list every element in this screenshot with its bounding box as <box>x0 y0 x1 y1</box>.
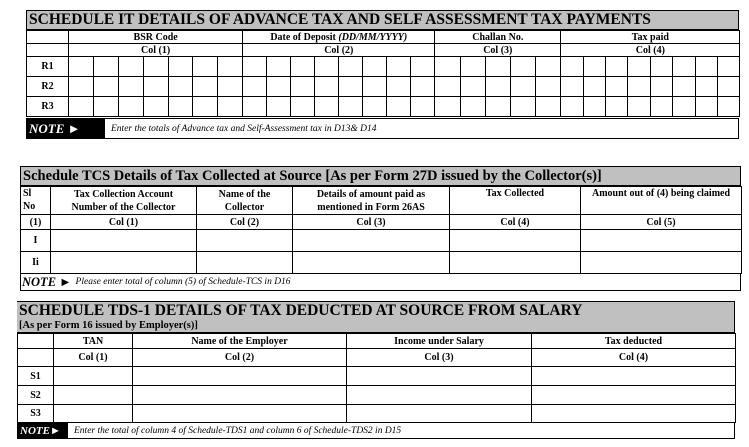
amount-paid-cell[interactable] <box>293 230 450 252</box>
col-1-label: Col (1) <box>69 44 243 57</box>
tax-paid-digit-cell[interactable] <box>673 97 695 117</box>
col-3-label: Col (3) <box>293 215 450 230</box>
bsr-code-digit-cell[interactable] <box>143 77 168 97</box>
date-digit-cell[interactable] <box>267 77 291 97</box>
col-1-label: Col (1) <box>51 215 197 230</box>
note-text: Please enter total of column (5) of Schedule-TCS in D16 <box>75 277 291 287</box>
bsr-code-digit-cell[interactable] <box>118 57 143 77</box>
header-tan: TAN <box>54 334 133 349</box>
date-digit-cell[interactable] <box>411 77 435 97</box>
date-digit-cell[interactable] <box>363 57 387 77</box>
header-income-under-salary: Income under Salary <box>347 334 532 349</box>
bsr-code-digit-cell[interactable] <box>143 97 168 117</box>
tax-paid-digit-cell[interactable] <box>606 57 628 77</box>
note-label: NOTE► <box>18 423 68 438</box>
tax-paid-digit-cell[interactable] <box>718 97 740 117</box>
schedule-it-header-row <box>27 31 740 44</box>
table-row <box>18 386 736 405</box>
challan-digit-cell[interactable] <box>460 57 485 77</box>
col-2-label: Col (2) <box>197 215 293 230</box>
challan-digit-cell[interactable] <box>536 97 561 117</box>
employer-name-cell[interactable] <box>133 405 347 423</box>
challan-digit-cell[interactable] <box>460 97 485 117</box>
note-text: Enter the totals of Advance tax and Self-Assessment tax in D13& D14 <box>111 123 377 134</box>
table-row <box>21 252 742 274</box>
header-tax-deducted: Tax deducted <box>532 334 736 349</box>
tax-paid-digit-cell[interactable] <box>695 97 717 117</box>
income-under-salary-cell[interactable] <box>347 386 532 405</box>
date-digit-cell[interactable] <box>315 57 339 77</box>
tax-paid-digit-cell[interactable] <box>561 57 583 77</box>
bsr-code-digit-cell[interactable] <box>69 97 94 117</box>
schedule-tds1-subtitle: [As per Form 16 issued by Employer(s)] <box>19 320 198 331</box>
header-amount-claimed: Amount out of (4) being claimed <box>581 187 742 215</box>
tax-collection-account-cell[interactable] <box>51 252 197 274</box>
date-digit-cell[interactable] <box>291 97 315 117</box>
date-digit-cell[interactable] <box>291 57 315 77</box>
schedule-tds1-header-row <box>18 334 736 349</box>
schedule-it-title: SCHEDULE IT DETAILS OF ADVANCE TAX AND SELF ASSESSMENT TAX PAYMENTS <box>26 10 739 30</box>
schedule-tcs <box>20 166 741 291</box>
col-2-label: Col (2) <box>133 349 347 367</box>
note-label: NOTE ► <box>21 274 76 290</box>
challan-digit-cell[interactable] <box>435 97 460 117</box>
table-row <box>27 77 740 97</box>
note-label: NOTE ► <box>27 119 105 138</box>
amount-paid-cell[interactable] <box>293 252 450 274</box>
tan-cell[interactable] <box>54 367 133 386</box>
tax-deducted-cell[interactable] <box>532 405 736 423</box>
tax-paid-digit-cell[interactable] <box>606 97 628 117</box>
date-digit-cell[interactable] <box>315 77 339 97</box>
tax-paid-digit-cell[interactable] <box>718 77 740 97</box>
date-format-hint: (DD/MM/YYYY) <box>338 31 408 43</box>
col-blank <box>27 44 69 57</box>
tax-paid-digit-cell[interactable] <box>695 57 717 77</box>
schedule-tcs-header-row <box>21 187 742 215</box>
income-under-salary-cell[interactable] <box>347 367 532 386</box>
challan-digit-cell[interactable] <box>435 57 460 77</box>
date-digit-cell[interactable] <box>339 77 363 97</box>
challan-digit-cell[interactable] <box>485 77 510 97</box>
income-under-salary-cell[interactable] <box>347 405 532 423</box>
header-sl-no: Sl No <box>21 187 51 215</box>
table-row <box>21 230 742 252</box>
bsr-code-digit-cell[interactable] <box>168 57 193 77</box>
header-employer-name: Name of the Employer <box>133 334 347 349</box>
challan-digit-cell[interactable] <box>485 57 510 77</box>
col-blank <box>18 349 54 367</box>
collector-name-cell[interactable] <box>197 252 293 274</box>
tax-collection-account-cell[interactable] <box>51 230 197 252</box>
tax-paid-digit-cell[interactable] <box>650 57 672 77</box>
schedule-tcs-col-row <box>21 215 742 230</box>
bsr-code-digit-cell[interactable] <box>193 57 218 77</box>
tax-paid-digit-cell[interactable] <box>673 57 695 77</box>
row-label: S1 <box>18 367 54 386</box>
row-label: S2 <box>18 386 54 405</box>
col-4-label: Col (4) <box>450 215 581 230</box>
date-digit-cell[interactable] <box>243 77 267 97</box>
row-label: R1 <box>27 57 69 77</box>
date-digit-cell[interactable] <box>243 57 267 77</box>
bsr-code-digit-cell[interactable] <box>193 97 218 117</box>
tax-paid-digit-cell[interactable] <box>561 77 583 97</box>
col-4-label: Col (4) <box>561 44 740 57</box>
schedule-tcs-title: Schedule TCS Details of Tax Collected at Source [As per Form 27D issued by the Collector(s)] <box>20 166 741 186</box>
date-digit-cell[interactable] <box>267 57 291 77</box>
header-challan-no: Challan No. <box>435 31 561 44</box>
date-digit-cell[interactable] <box>387 97 411 117</box>
tax-paid-digit-cell[interactable] <box>606 77 628 97</box>
challan-digit-cell[interactable] <box>460 77 485 97</box>
date-digit-cell[interactable] <box>363 77 387 97</box>
date-digit-cell[interactable] <box>339 97 363 117</box>
tax-paid-digit-cell[interactable] <box>628 97 650 117</box>
header-collector-name: Name of the Collector <box>197 187 293 215</box>
date-digit-cell[interactable] <box>315 97 339 117</box>
bsr-code-digit-cell[interactable] <box>93 57 118 77</box>
tax-paid-digit-cell[interactable] <box>628 77 650 97</box>
bsr-code-digit-cell[interactable] <box>69 77 94 97</box>
challan-digit-cell[interactable] <box>485 97 510 117</box>
bsr-code-digit-cell[interactable] <box>168 77 193 97</box>
col-2-label: Col (2) <box>243 44 435 57</box>
bsr-code-digit-cell[interactable] <box>193 77 218 97</box>
tax-paid-digit-cell[interactable] <box>583 57 605 77</box>
row-label: R3 <box>27 97 69 117</box>
date-digit-cell[interactable] <box>243 97 267 117</box>
challan-digit-cell[interactable] <box>510 57 535 77</box>
tax-deducted-cell[interactable] <box>532 367 736 386</box>
schedule-it-note <box>26 118 739 139</box>
header-date-of-deposit: Date of Deposit (DD/MM/YYYY) <box>243 31 435 44</box>
collector-name-cell[interactable] <box>197 230 293 252</box>
tax-paid-digit-cell[interactable] <box>561 97 583 117</box>
date-digit-cell[interactable] <box>411 97 435 117</box>
employer-name-cell[interactable] <box>133 367 347 386</box>
col-1-label: Col (1) <box>54 349 133 367</box>
tax-deducted-cell[interactable] <box>532 386 736 405</box>
challan-digit-cell[interactable] <box>536 77 561 97</box>
schedule-tcs-table <box>20 186 742 274</box>
table-row <box>18 405 736 423</box>
tax-paid-digit-cell[interactable] <box>650 97 672 117</box>
bsr-code-digit-cell[interactable] <box>93 97 118 117</box>
date-digit-cell[interactable] <box>339 57 363 77</box>
header-tax-collected: Tax Collected <box>450 187 581 215</box>
date-digit-cell[interactable] <box>291 77 315 97</box>
tax-paid-digit-cell[interactable] <box>583 77 605 97</box>
schedule-tds1 <box>17 301 735 439</box>
tax-collected-cell[interactable] <box>450 252 581 274</box>
header-bsr-code: BSR Code <box>69 31 243 44</box>
header-amount-paid-details: Details of amount paid as mentioned in Form 26AS <box>293 187 450 215</box>
amount-claimed-cell[interactable] <box>581 252 742 274</box>
bsr-code-digit-cell[interactable] <box>118 77 143 97</box>
challan-digit-cell[interactable] <box>435 77 460 97</box>
bsr-code-digit-cell[interactable] <box>218 77 243 97</box>
date-digit-cell[interactable] <box>363 97 387 117</box>
tax-paid-digit-cell[interactable] <box>650 77 672 97</box>
col-3-label: Col (3) <box>435 44 561 57</box>
header-blank <box>18 334 54 349</box>
table-row <box>27 97 740 117</box>
bsr-code-digit-cell[interactable] <box>118 97 143 117</box>
tax-paid-digit-cell[interactable] <box>673 77 695 97</box>
date-digit-cell[interactable] <box>411 57 435 77</box>
note-text: Enter the total of column 4 of Schedule-TDS1 and column 6 of Schedule-TDS2 in D15 <box>74 425 402 436</box>
header-blank <box>27 31 69 44</box>
schedule-tds1-table <box>17 333 736 423</box>
schedule-tds1-title: SCHEDULE TDS-1 DETAILS OF TAX DEDUCTED AT SOURCE FROM SALARY <box>19 302 583 319</box>
challan-digit-cell[interactable] <box>536 57 561 77</box>
schedule-tds1-title-block <box>17 301 735 333</box>
amount-claimed-cell[interactable] <box>581 230 742 252</box>
row-label: I <box>21 230 51 252</box>
bsr-code-digit-cell[interactable] <box>143 57 168 77</box>
challan-digit-cell[interactable] <box>510 97 535 117</box>
sl-col-label: (1) <box>21 215 51 230</box>
table-row <box>18 367 736 386</box>
row-label: R2 <box>27 77 69 97</box>
bsr-code-digit-cell[interactable] <box>218 97 243 117</box>
schedule-it-table <box>26 30 740 117</box>
tan-cell[interactable] <box>54 386 133 405</box>
bsr-code-digit-cell[interactable] <box>168 97 193 117</box>
date-digit-cell[interactable] <box>267 97 291 117</box>
date-digit-cell[interactable] <box>387 57 411 77</box>
row-label: S3 <box>18 405 54 423</box>
bsr-code-digit-cell[interactable] <box>93 77 118 97</box>
schedule-tds1-col-row <box>18 349 736 367</box>
row-label: Ii <box>21 252 51 274</box>
tax-paid-digit-cell[interactable] <box>718 57 740 77</box>
tax-collected-cell[interactable] <box>450 230 581 252</box>
col-4-label: Col (4) <box>532 349 736 367</box>
date-digit-cell[interactable] <box>387 77 411 97</box>
header-tax-paid: Tax paid <box>561 31 740 44</box>
schedule-it-col-row <box>27 44 740 57</box>
tax-paid-digit-cell[interactable] <box>583 97 605 117</box>
challan-digit-cell[interactable] <box>510 77 535 97</box>
tax-paid-digit-cell[interactable] <box>695 77 717 97</box>
table-row <box>27 57 740 77</box>
col-3-label: Col (3) <box>347 349 532 367</box>
bsr-code-digit-cell[interactable] <box>218 57 243 77</box>
schedule-tds1-note <box>17 423 735 439</box>
tan-cell[interactable] <box>54 405 133 423</box>
schedule-tcs-note <box>20 274 741 291</box>
tax-paid-digit-cell[interactable] <box>628 57 650 77</box>
col-5-label: Col (5) <box>581 215 742 230</box>
bsr-code-digit-cell[interactable] <box>69 57 94 77</box>
employer-name-cell[interactable] <box>133 386 347 405</box>
header-tax-collection-account: Tax Collection Account Number of the Collector <box>51 187 197 215</box>
schedule-it <box>26 10 739 139</box>
